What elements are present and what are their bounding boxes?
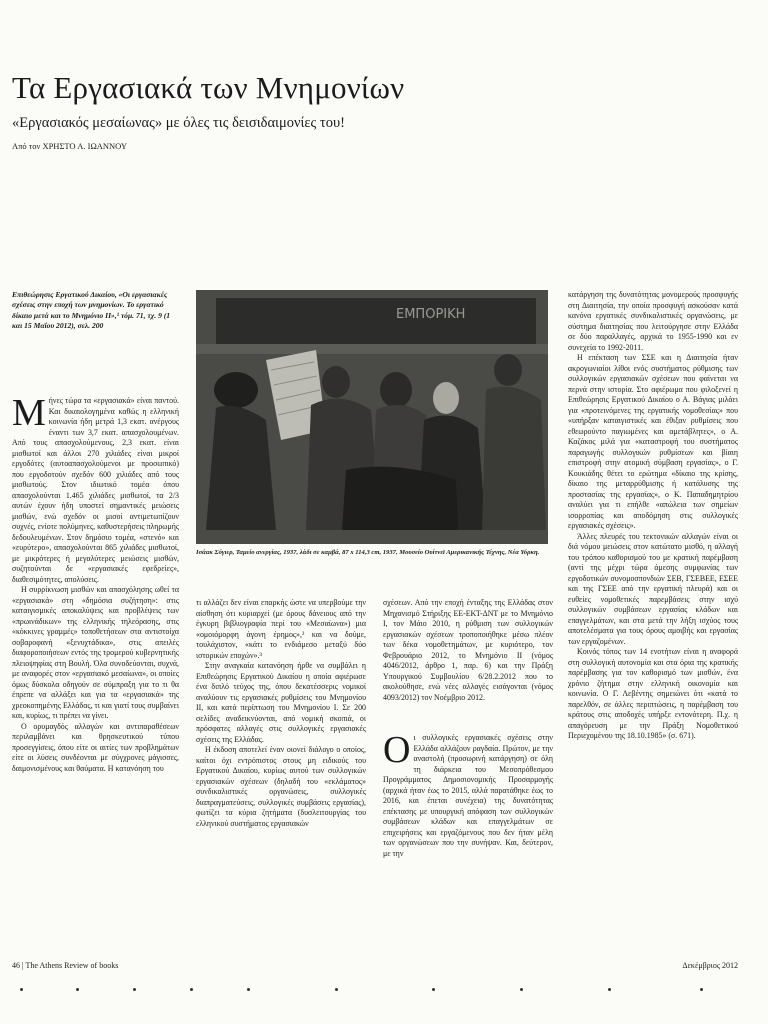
paragraph: σχέσεων. Από την εποχή ένταξης της Ελλάδας στον Μηχανισμό Στήριξης ΕΕ-ΕΚΤ-ΔΝΤ με το Μνημόνιο Ι, τον Μάιο 2010, η ρύθμιση των συλλογικών εργασιακών σχέσεων τροποποιήθηκε μέσω πλέον των δέκα νομοθετημάτων, με κυριότερο, τον Φεβρουάριο 2012, το Μνημόνιο ΙΙ (νόμος 4046/2012, άρθρο 1, παρ. 6) και την Πράξη Υπουργικού Συμβουλίου 6/28.2.2012 που το ακολούθησε, ενώ νέες αλλαγές εισάγονται (νόμος 4093/2012) τον Νοέμβριο 2012. bbox=[383, 598, 553, 702]
paragraph: Η συρρίκνωση μισθών και απασχόλησης ωθεί τα «εργασιακά» στη «δημόσια συζήτηση»: στις καταιγισμικές αποκαλύψεις και προβλέψεις των «πρωινάδικων» της ελληνικής τηλεόρασης, στις «κόκκινες γραμμές» τοποθετήσεων στα αντιστοίχα σοβαροφανή «ξενυχτάδικα», στις απειλές διαφοροποιήσεων εντός της τρομερού κυβερνητικής πλειοψηφίας στη Βουλή. Όλα συνοδεύονται, συχνά, με αναφορές στον «εργασιακό μεσαίωνα», οι οποίες όμως δύσκολα οδηγούν σε σύμπραξη για το τι θα έπρεπε να αλλάξει και για τα «εργασιακά» της χρεοκοπημένης Ελλάδας, τι και γιατί τους συμβαίνει και, κυρίως, τι πρέπει να γίνει. bbox=[12, 585, 179, 720]
paragraph: τι αλλάζει δεν είναι επαρκής ώστε να υπερβούμε την αίσθηση ότι κυριαρχεί (με όρους δάνειους από την έγκυρη βιβλιογραφία περί του «Μεσαίωνα») μια «ομοιόμορφη άγονη έρημος»,² και να δούμε, τουλάχιστον, «κάτι το ενδιάμεσο μεταξύ δύο ιστορικών εποχών».³ bbox=[196, 598, 366, 660]
photo-sign-text: ΕΜΠΟΡΙΚΗ bbox=[396, 307, 466, 322]
article-title: Τα Εργασιακά των Μνημονίων bbox=[12, 70, 405, 105]
paragraph: κατάργηση της δυνατότητας μονομερούς προσφυγής στη Διαιτησία, την οποία προσφυγή ασκούσαν κατά κανόνα εργατικές συνδικαλιστικές οργανώσεις, με σύστημα διαιτησίας που λειτούργησε στην Ελλάδα σε δύο παραλλαγές, αρχικά το 1955-1990 και εν συνεχεία το 1992-2011. bbox=[568, 290, 738, 352]
photo bbox=[196, 290, 548, 544]
paragraph: Μήνες τώρα τα «εργασιακά» είναι παντού. Και δικαιολογημένα καθώς η ελληνική κοινωνία ήδη μετρά 1,3 εκατ. ανέργους έναντι των 3,7 εκατ. απασχολουμένων. Από τους απασχολούμενους, 2,3 εκατ. είναι μισθωτοί και άλλοι 270 χιλιάδες είναι μικροί εργοδότες (αυτοαπασχολούμενοι με προσωπικό) που εργοδοτούν σχεδόν 600 χιλιάδες από τους μισθωτούς. Στον ιδιωτικό τομέα όπου απασχολούνται 1.465 χιλιάδες μισθωτοί, τα 2/3 αυτών έχουν ήδη υποστεί σημαντικές μειώσεις μισθών, ενώ σχεδόν οι μισοί αντιμετωπίζουν συχνές, ενίοτε πολύμηνες, καθυστερήσεις πληρωμής δεδουλευμένων. Στον δημόσιο τομέα, «στενό» και «ευρύτερο», απασχολούνται 865 χιλιάδες μισθωτοί, με μικρότερες ή μεγαλύτερες μειώσεις μισθών, συζητούνται δε «εργασιακές εφεδρείες», διαθεσιμότητες, απολύσεις. bbox=[12, 396, 179, 584]
paragraph: Η επέκταση των ΣΣΕ και η Διαιτησία ήταν ακρογωνιαίοι λίθοι ενός συστήματος ρύθμισης των συλλογικών εργασιακών σχέσεων που φαίνεται να περνά στην ιστορία. Στο αφιέρωμα που φιλοξενεί η Επιθεώρησις Εργατικού Δικαίου ο Α. Βάγιας μιλάει για «προτεινόμενες της εργατικής νομοθεσίας» που «υπήρξαν καταιγιστικές και έθιξαν ρυθμίσεις που εθεωρούντο παγιωμένες και αμετάβλητες», ο Α. Καζάκος μιλά για «καταστροφή του συστήματος παραγωγής συλλογικών ρυθμίσεων και βίαιη επιστροφή στην ατομική σύμβαση εργασίας», ο Γ. Κουκιάδης θέτει το ερώτημα «δίκαιο της κρίσης, δίκαιο της μεταρρύθμισης ή κατάλυσης της προστασίας της εργασίας», ο Κ. Παπαδημητρίου αναλύει για τι επήλθε «απώλεια των σημείων ισορροπίας και αποδόμηση στις συλλογικές εργασιακές σχέσεις». bbox=[568, 353, 738, 530]
scan-dots bbox=[0, 988, 768, 996]
article-byline: Από τον ΧΡΗΣΤΟ Α. ΙΩΑΝΝΟΥ bbox=[12, 141, 128, 151]
book-reference: Επιθεώρησις Εργατικού Δικαίου, «Οι εργασιακές σχέσεις στην εποχή των μνημονίων. Το εργατικό δίκαιο μετά και το Μνημόνιο ΙΙ»,¹ τόμ. 71, τχ. 9 (1 και 15 Μαΐου 2012), σελ. 200 bbox=[12, 290, 171, 330]
paragraph: Η έκδοση αποτελεί έναν οιονεί διάλογο ο οποίος, καίτοι όχι εντρόπιστος στους μη ειδικούς του Εργατικού Δικαίου, κυρίως αυτού των συλλογικών εργασιακών σχέσεων (δηλαδή του «εκλάματος» συνδικαλιστικές οργανώσεις, συλλογικές διαπραγματεύσεις, συλλογικές συμβάσεις εργασίας), φωτίζει τα κύρια ζητήματα (δυσλειτουργίας του ελληνικού συστήματος εργασιακών bbox=[196, 745, 366, 828]
article-subtitle: «Εργασιακός μεσαίωνας» με όλες τις δεισιδαιμονίες του! bbox=[12, 115, 345, 131]
drop-cap: Μ bbox=[12, 396, 46, 434]
column-3 bbox=[383, 598, 553, 951]
paragraph: Ο ορυμαγδός αλλαγών και αντιπαραθέσεων περιλαμβάνει και θρησκευτικού τύπου προσεγγίσεις, όπου είτε οι αιτίες των προβλημάτων είτε οι λύσεις συνδέονται με σύγχρονες μάγισσες, δαιμονισμένους και θαύματα. Η κατανόηση του bbox=[12, 721, 179, 773]
drop-cap: Ο bbox=[383, 729, 411, 771]
footer-page-info: 46 | The Athens Review of books bbox=[12, 961, 119, 970]
paragraph: Κοινός τόπος των 14 ενοτήτων είναι η αναφορά στη συλλογική αυτονομία και στα όρια της κρατικής παρέμβασης για τον καθορισμό των μισθών, ένα χρόνιο ζήτημα στην ελληνική οικονομία και κοινωνία. Ο Γ. Λεβέντης σημειώνει ότι «κατά το παρελθόν, σε άλλες περιπτώσεις, η παρέμβαση του κράτους στις αποδοχές υπήρξε εντονότερη. Π.χ. η απαγόρευση με την Πράξη Νομοθετικού Περιεχομένου της 18.10.1985» (σ. 671). bbox=[568, 647, 738, 740]
painting-image bbox=[196, 290, 548, 544]
footer-date: Δεκέμβριος 2012 bbox=[682, 961, 738, 970]
paragraph: Στην αναγκαία κατανόηση ήρθε να συμβάλει η Επιθεώρησις Εργατικού Δικαίου η οποία αφιέρωσε ένα διπλό τεύχος της, όπου δεκατέσσερις νομικοί αναλύουν τις εργασιακές ρυθμίσεις του Μνημονίου ΙΙ, και κατά περίπτωση του Μνημονίου Ι. Σε 200 σελίδες αναδεικνύονται, από νομική σκοπιά, οι πρόσφατες αλλαγές στις συλλογικές εργασιακές σχέσεις της Ελλάδας. bbox=[196, 661, 366, 744]
paragraph: Άλλες πλευρές του τεκτονικών αλλαγών είναι οι διά νόμου μειώσεις στον κατώτατο μισθό, η αλλαγή του τρόπου καθορισμού του με κρατική παρέμβαση (αντί της μέχρι τώρα άμεσης συμφωνίας των εργοδοτικών συνομοσπονδιών ΣΕΒ, ΓΣΕΒΕΕ, ΕΣΕΕ και της ΓΣΕΕ από την εργατική πλευρά) και οι ευθείες νομοθετικές παρεμβάσεις στην ισχύ συλλογικών συμβάσεων εργασίας κλάδων και επαγγελμάτων, και στα μετά την λήξη ισχύος τους αποτελέσματα για τους όρους αμοιβής και εργασίας των εργαζομένων. bbox=[568, 531, 738, 646]
column-2 bbox=[196, 598, 366, 951]
paragraph: Οι συλλογικές εργασιακές σχέσεις στην Ελλάδα αλλάζουν ραγδαία. Πρώτον, με την αναστολή (προσωρινή κατάργηση) σε όλη τη διάρκεια του Μεσοπρόθεσμου Προγράμματος Δημοσιονομικής Προσαρμογής (αρχικά ήταν έως το 2015, αλλά παρατάθηκε έως το 2016, και έπεται συνέχεια) της δυνατότητας επέκτασης με υπουργική απόφαση των συλλογικών συμβάσεων κλάδων και επαγγελμάτων σε επιχειρήσεις και εργαζόμενους που δεν ήταν μέλη των οργανώσεων που την συνήψαν. Και, δεύτερον, με την bbox=[383, 729, 553, 858]
photo-caption: Ισάακ Σόγιερ, Ταμείο ανεργίας, 1937, λάδι σε καμβά, 87 x 114,3 cm, 1937, Μουσείο Ουίτνεϊ Αμερικανικής Τέχνης, Νέα Υόρκη. bbox=[196, 549, 540, 556]
column-4 bbox=[568, 290, 738, 954]
column-1 bbox=[12, 396, 179, 951]
